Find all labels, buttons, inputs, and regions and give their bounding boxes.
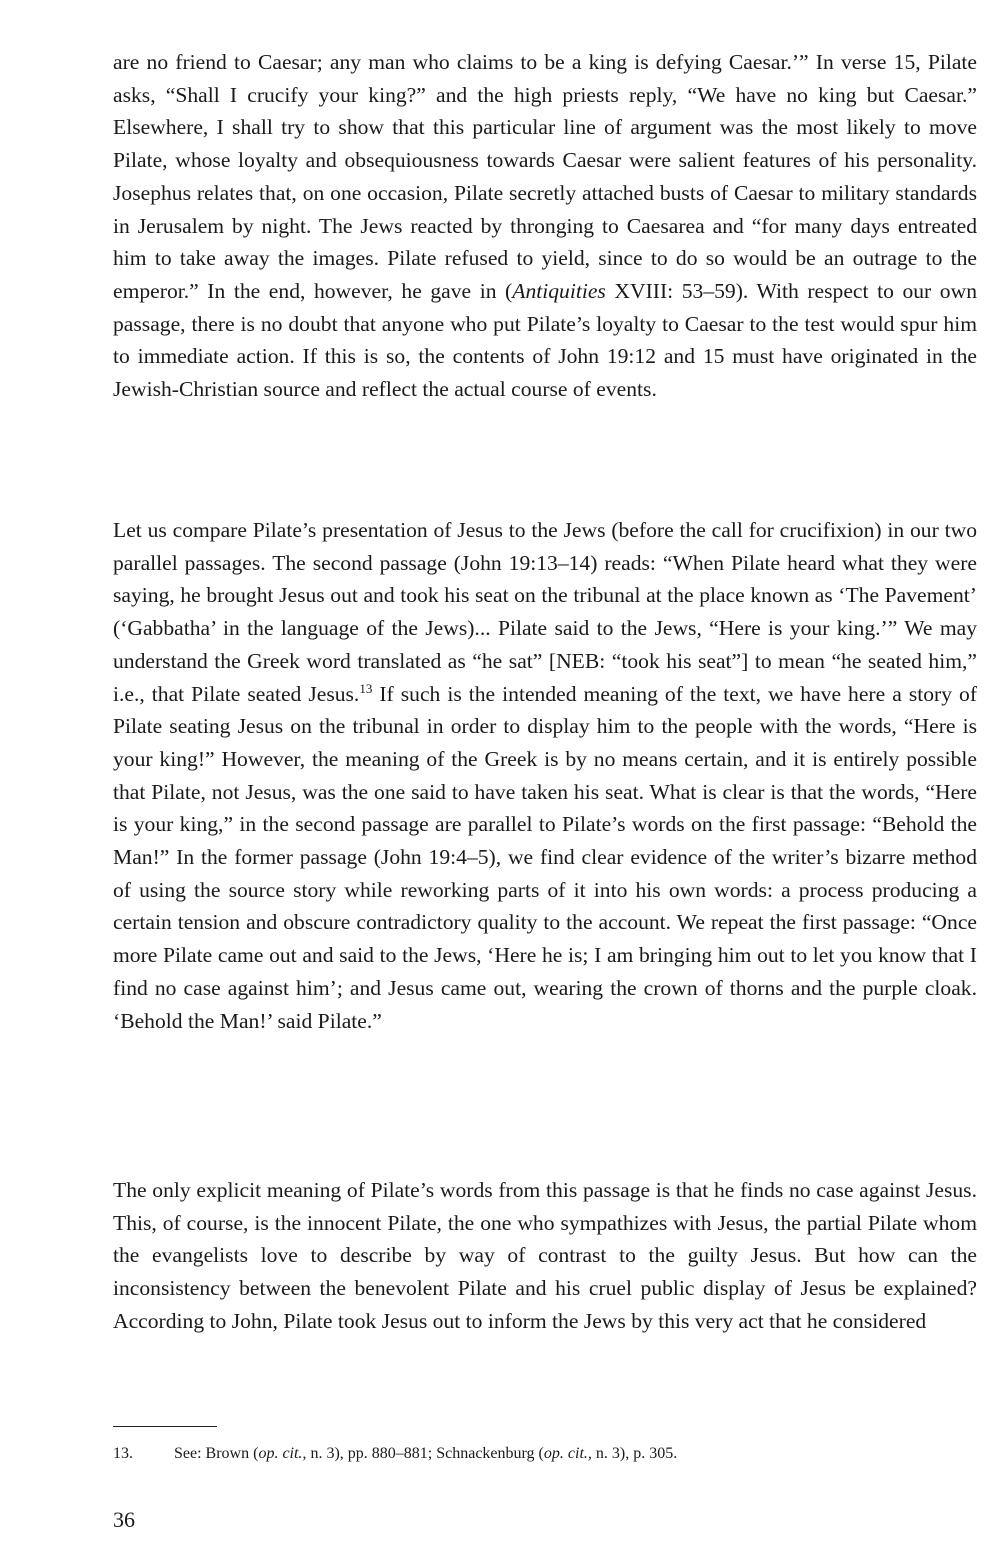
paragraph-1-text-b: XVIII: 53–59). With respect to our own passage, there is no doubt that anyone who put Pilate’s loyalty to Caesar to the test would spur him to immediate action. If this is so, the contents of John 19:12 and 15 must have originated in the Jewish-Christian source and reflect the actual course of events.	[113, 278, 977, 402]
page-number: 36	[113, 1507, 135, 1532]
paragraph-2-text-a: Let us compare Pilate’s presentation of Jesus to the Jews (before the call for crucifixion) in our two parallel passages. The second passage (John 19:13–14) reads: “When Pilate heard what they were saying, he brought Jesus out and took his seat on the tribunal at the place known as ‘The Pavement’ (‘Gabbatha’ in the language of the Jews)... Pilate said to the Jews, “Here is your king.’” We may understand the Greek word translated as “he sat” [NEB: “took his seat”] to mean “he seated him,” i.e., that Pilate seated Jesus.	[113, 518, 977, 706]
paragraph-1	[113, 46, 977, 406]
paragraph-2	[113, 514, 977, 1037]
footnote-text-c: n. 3), p. 305.	[591, 1445, 678, 1462]
footnote-text-a: See: Brown (	[174, 1445, 259, 1462]
paragraph-2-text-b: If such is the intended meaning of the text, we have here a story of Pilate seating Jesus on the tribunal in order to display him to the people with the words, “Here is your king!” However, the meaning of the Greek is by no means certain, and it is entirely possible that Pilate, not Jesus, was the one said to have taken his seat. What is clear is that the words, “Here is your king,” in the second passage are parallel to Pilate’s words on the first passage: “Behold the Man!” In the former passage (John 19:4–5), we find clear evidence of the writer’s bizarre method of using the source story while reworking parts of it into his own words: a process producing a certain tension and obscure contradictory quality to the account. We repeat the first passage: “Once more Pilate came out and said to the Jews, ‘Here he is; I am bringing him out to let you know that I find no case against him’; and Jesus came out, wearing the crown of thorns and the purple cloak. ‘Behold the Man!’ said Pilate.”	[113, 681, 978, 1033]
paragraph-1-text-a: are no friend to Caesar; any man who claims to be a king is defying Caesar.’” In verse 15, Pilate asks, “Shall I crucify your king?” and the high priests reply, “We have no king but Caesar.” Elsewhere, I shall try to show that this particular line of argument was the most likely to move Pilate, whose loyalty and obsequiousness towards Caesar were salient features of his personality. Josephus relates that, on one occasion, Pilate secretly attached busts of Caesar to military standards in Jerusalem by night. The Jews reacted by thronging to Caesarea and “for many days entreated him to take away the images. Pilate refused to yield, since to do so would be an outrage to the emperor.” In the end, however, he gave in (	[113, 50, 977, 303]
paragraph-3	[113, 1174, 977, 1338]
footnote-reference: 13	[359, 680, 373, 696]
footnote-italic-b: op. cit.,	[543, 1445, 592, 1462]
paragraph-3-text: The only explicit meaning of Pilate’s words from this passage is that he finds no case against Jesus. This, of course, is the innocent Pilate, the one who sympathizes with Jesus, the partial Pilate whom the evangelists love to describe by way of contrast to the guilty Jesus. But how can the inconsistency between the benevolent Pilate and his cruel public display of Jesus be explained? According to John, Pilate took Jesus out to inform the Jews by this very act that he considered	[113, 1178, 977, 1333]
footnote-number: 13.	[113, 1445, 133, 1462]
footnote	[113, 1443, 977, 1465]
antiquities-title: Antiquities	[512, 278, 606, 303]
footnote-divider	[113, 1426, 217, 1427]
footnote-italic-a: op. cit.,	[258, 1445, 307, 1462]
footnote-text-b: n. 3), pp. 880–881; Schnackenburg (	[306, 1445, 544, 1462]
